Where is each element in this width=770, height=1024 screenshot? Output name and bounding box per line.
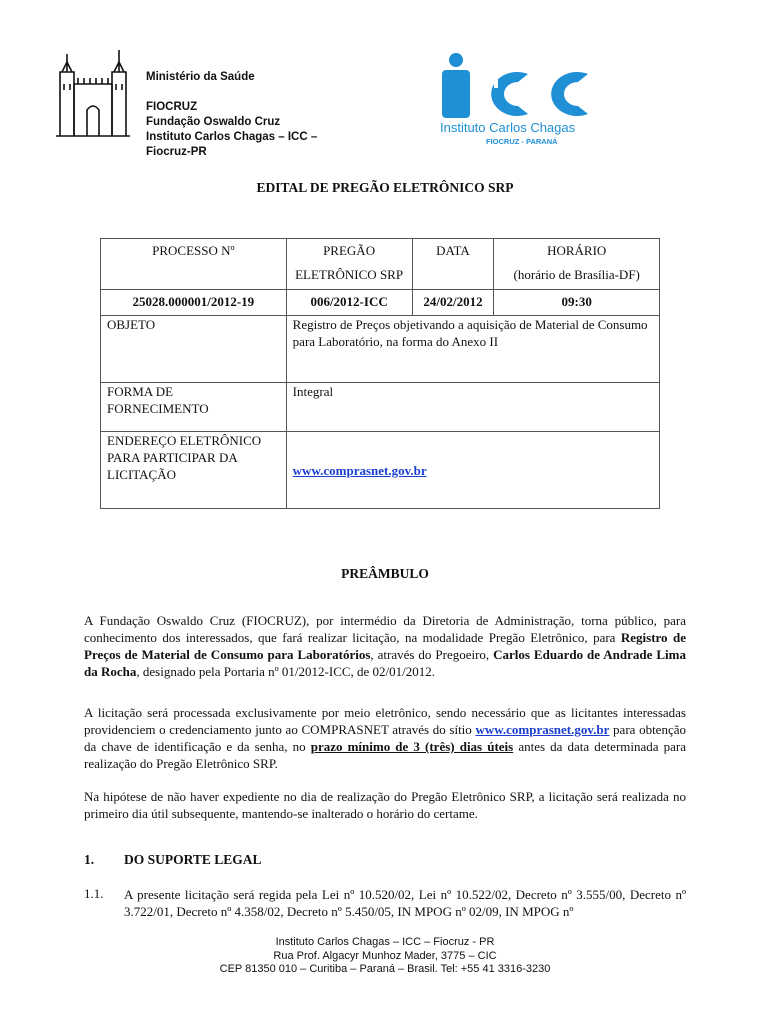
p1-pregoeiro-bold: Carlos Eduardo de Andrade Lima da Rocha bbox=[84, 647, 686, 679]
process-info-table bbox=[100, 238, 660, 509]
endereco-label-line1: ENDEREÇO ELETRÔNICO bbox=[107, 433, 262, 448]
section-1-number: 1. bbox=[84, 852, 95, 867]
logo-text: Instituto Carlos Chagas bbox=[440, 120, 576, 135]
fiocruz-castle-logo bbox=[54, 44, 134, 145]
horario-note: (horário de Brasília-DF) bbox=[513, 267, 640, 282]
forma-label-line2: FORNECIMENTO bbox=[107, 401, 209, 416]
data-value: 24/02/2012 bbox=[412, 290, 494, 316]
endereco-row bbox=[101, 432, 660, 509]
footer-line-1: Instituto Carlos Chagas – ICC – Fiocruz - PR bbox=[275, 936, 495, 948]
ministry-line: Ministério da Saúde bbox=[146, 71, 255, 83]
p1-object-bold: Registro de Preços de Material de Consumo para Laboratórios bbox=[84, 630, 686, 662]
preambulo-paragraph-1 bbox=[84, 612, 686, 680]
p2-text-d: antes da data determinada para realização do Pregão Eletrônico SRP. bbox=[84, 739, 687, 771]
preambulo-heading: PREÂMBULO bbox=[341, 566, 429, 581]
forma-label bbox=[101, 383, 287, 432]
footer-line-3: CEP 81350 010 – Curitiba – Paraná – Brasil. Tel: +55 41 3316-3230 bbox=[219, 963, 551, 975]
item-1-1-text: A presente licitação será regida pela Lei nº 10.520/02, Lei nº 10.522/02, Decreto nº 3.555/00, Decreto nº 3.722/01, Decreto nº 4.358/02, Decreto nº 5.450/05, IN MPOG nº 02/09, IN MPOG nº bbox=[124, 887, 686, 919]
horario-value: 09:30 bbox=[494, 290, 660, 316]
p2-text-b: para obtenção da chave de identificação e da senha, no bbox=[84, 722, 686, 754]
horario-label bbox=[494, 239, 660, 290]
pregao-value: 006/2012-ICC bbox=[286, 290, 412, 316]
comprasnet-link[interactable]: www.comprasnet.gov.br bbox=[292, 462, 427, 478]
document-title: EDITAL DE PREGÃO ELETRÔNICO SRP bbox=[256, 180, 514, 195]
preambulo-paragraph-2 bbox=[84, 704, 686, 772]
page-footer bbox=[0, 936, 770, 977]
ministry-line: Fiocruz-PR bbox=[146, 146, 207, 158]
ministry-line: FIOCRUZ bbox=[146, 101, 198, 113]
data-label: DATA bbox=[412, 239, 494, 290]
objeto-value: Registro de Preços objetivando a aquisição de Material de Consumo para Laboratório, na forma do Anexo II bbox=[286, 316, 659, 383]
section-1-title: DO SUPORTE LEGAL bbox=[124, 852, 262, 867]
ministry-line bbox=[146, 85, 317, 100]
p2-text-a: A licitação será processada exclusivamente por meio eletrônico, sendo necessário que as licitantes interessadas providenciem o credenciamento junto ao COMPRASNET através do sítio bbox=[84, 705, 686, 737]
comprasnet-inline-link[interactable]: www.comprasnet.gov.br bbox=[475, 722, 610, 737]
ministry-line: Fundação Oswaldo Cruz bbox=[146, 116, 281, 128]
forma-label-line1: FORMA DE bbox=[107, 384, 174, 399]
icc-logo bbox=[438, 52, 598, 153]
objeto-row bbox=[101, 316, 660, 383]
processo-label: PROCESSO Nº bbox=[101, 239, 287, 290]
p1-text-a: A Fundação Oswaldo Cruz (FIOCRUZ), por intermédio da Diretoria de Administração, torna público, para conhecimento dos interessados, que fará realizar licitação, na modalidade Pregão Eletrônico, para bbox=[84, 613, 686, 645]
horario-label-line1: HORÁRIO bbox=[547, 243, 607, 258]
preambulo-paragraph-3: Na hipótese de não haver expediente no dia de realização do Pregão Eletrônico SRP, a licitação será realizada no primeiro dia útil subsequente, mantendo-se inalterado o horário do certame. bbox=[84, 789, 686, 821]
ministry-block bbox=[146, 70, 317, 160]
p2-prazo-bold: prazo mínimo de 3 (três) dias úteis bbox=[310, 739, 514, 754]
p1-text-e: , designado pela Portaria nº 01/2012-ICC, de 02/01/2012. bbox=[136, 664, 436, 679]
processo-value: 25028.000001/2012-19 bbox=[101, 290, 287, 316]
p1-text-c: , através do Pregoeiro, bbox=[370, 647, 494, 662]
pregao-label-line2: ELETRÔNICO SRP bbox=[295, 267, 404, 282]
ministry-line: Instituto Carlos Chagas – ICC – bbox=[146, 131, 318, 143]
pregao-label-line1: PREGÃO bbox=[323, 243, 376, 258]
endereco-label bbox=[101, 432, 287, 509]
table-header-row bbox=[101, 239, 660, 290]
endereco-label-line3: LICITAÇÃO bbox=[107, 467, 177, 482]
table-values-row bbox=[101, 290, 660, 316]
endereco-value-cell bbox=[286, 432, 659, 509]
item-1-1-number: 1.1. bbox=[84, 886, 104, 901]
endereco-label-line2: PARA PARTICIPAR DA bbox=[107, 450, 238, 465]
forma-row bbox=[101, 383, 660, 432]
footer-line-2: Rua Prof. Algacyr Munhoz Mader, 3775 – CIC bbox=[273, 949, 497, 962]
pregao-label bbox=[286, 239, 412, 290]
objeto-label: OBJETO bbox=[101, 316, 287, 383]
logo-subtext: FIOCRUZ - PARANÁ bbox=[486, 137, 558, 146]
forma-value: Integral bbox=[286, 383, 659, 432]
